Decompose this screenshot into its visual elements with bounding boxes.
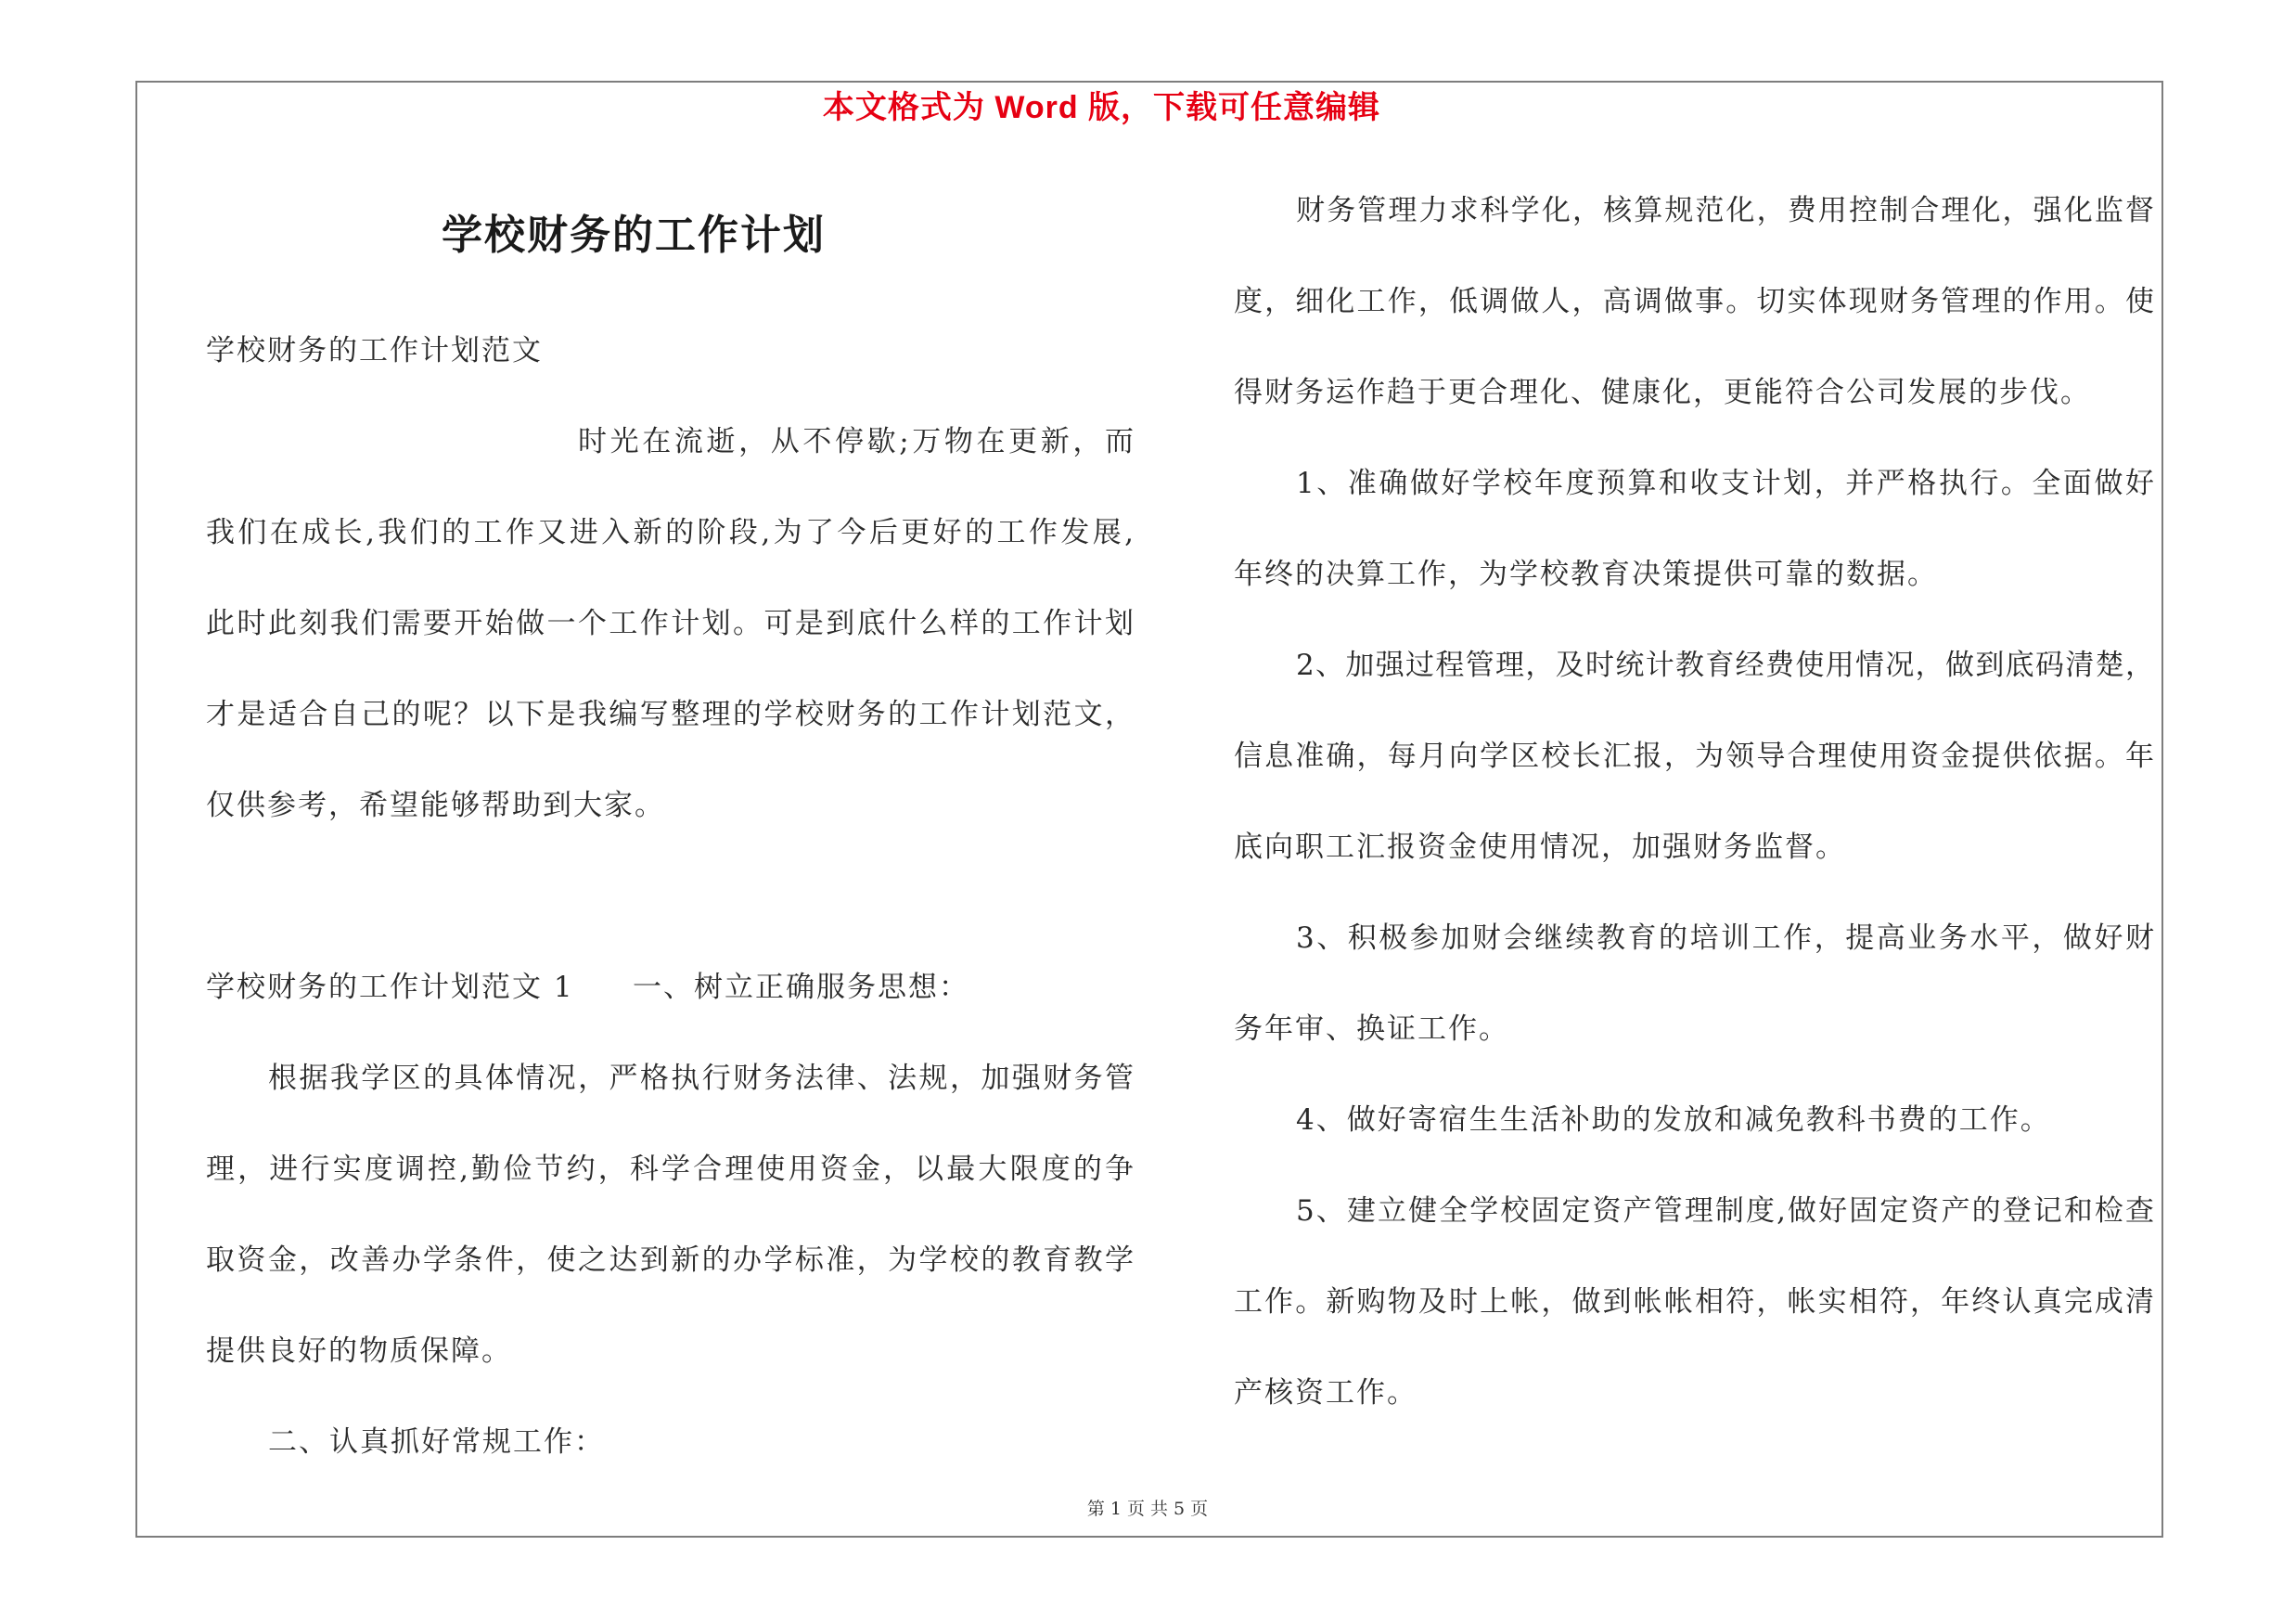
list-item-line: 产核资工作。 <box>1234 1376 1417 1410</box>
intro-line: 才是适合自己的呢？以下是我编写整理的学校财务的工作计划范文， <box>206 698 1134 731</box>
document-title: 学校财务的工作计划 <box>442 212 826 259</box>
paragraph-line: 理，进行实度调控,勤俭节约，科学合理使用资金，以最大限度的争 <box>206 1153 1134 1186</box>
intro-line: 时光在流逝，从不停歇;万物在更新，而 <box>578 425 1134 458</box>
paragraph-line: 根据我学区的具体情况，严格执行财务法律、法规，加强财务管 <box>268 1062 1134 1095</box>
paragraph-line: 度，细化工作，低调做人，高调做事。切实体现财务管理的作用。使 <box>1234 285 2154 318</box>
left-column <box>206 305 1134 1488</box>
intro-line: 仅供参考，希望能够帮助到大家。 <box>206 789 665 822</box>
list-item-line: 4、做好寄宿生生活补助的发放和减免教科书费的工作。 <box>1296 1103 2051 1137</box>
section-label: 学校财务的工作计划范文 1 <box>206 971 574 1004</box>
list-item-line: 信息准确，每月向学区校长汇报，为领导合理使用资金提供依据。年 <box>1234 740 2154 773</box>
list-item-line: 3、积极参加财会继续教育的培训工作，提高业务水平，做好财 <box>1296 921 2154 955</box>
blank-line <box>206 851 1134 942</box>
section-heading: 一、树立正确服务思想： <box>633 971 969 1004</box>
list-item-line: 底向职工汇报资金使用情况，加强财务监督。 <box>1234 831 1846 864</box>
format-notice: 本文格式为 Word 版，下载可任意编辑 <box>822 90 1381 125</box>
list-item-line: 1、准确做好学校年度预算和收支计划，并严格执行。全面做好 <box>1296 467 2154 500</box>
list-item-line: 2、加强过程管理，及时统计教育经费使用情况，做到底码清楚， <box>1296 649 2154 682</box>
list-item-line: 5、建立健全学校固定资产管理制度,做好固定资产的登记和检查 <box>1296 1194 2154 1228</box>
intro-line: 此时此刻我们需要开始做一个工作计划。可是到底什么样的工作计划 <box>206 607 1134 640</box>
paragraph-line: 得财务运作趋于更合理化、健康化，更能符合公司发展的步伐。 <box>1234 376 2091 409</box>
intro-line: 我们在成长,我们的工作又进入新的阶段,为了今后更好的工作发展, <box>206 516 1134 549</box>
paragraph-line: 提供良好的物质保障。 <box>206 1334 512 1368</box>
intro-label: 学校财务的工作计划范文 <box>206 334 543 367</box>
list-item-line: 务年审、换证工作。 <box>1234 1012 1509 1046</box>
subheading: 二、认真抓好常规工作： <box>268 1425 605 1459</box>
list-item-line: 工作。新购物及时上帐，做到帐帐相符，帐实相符，年终认真完成清 <box>1234 1285 2154 1319</box>
page-number: 第 1 页 共 5 页 <box>1086 1499 1209 1519</box>
list-item-line: 年终的决算工作，为学校教育决策提供可靠的数据。 <box>1234 558 1938 591</box>
section-row <box>206 942 1134 1033</box>
paragraph-line: 财务管理力求科学化，核算规范化，费用控制合理化，强化监督 <box>1296 194 2154 227</box>
paragraph-line: 取资金，改善办学条件，使之达到新的办学标准，为学校的教育教学 <box>206 1243 1134 1277</box>
right-column <box>1234 165 2154 1438</box>
